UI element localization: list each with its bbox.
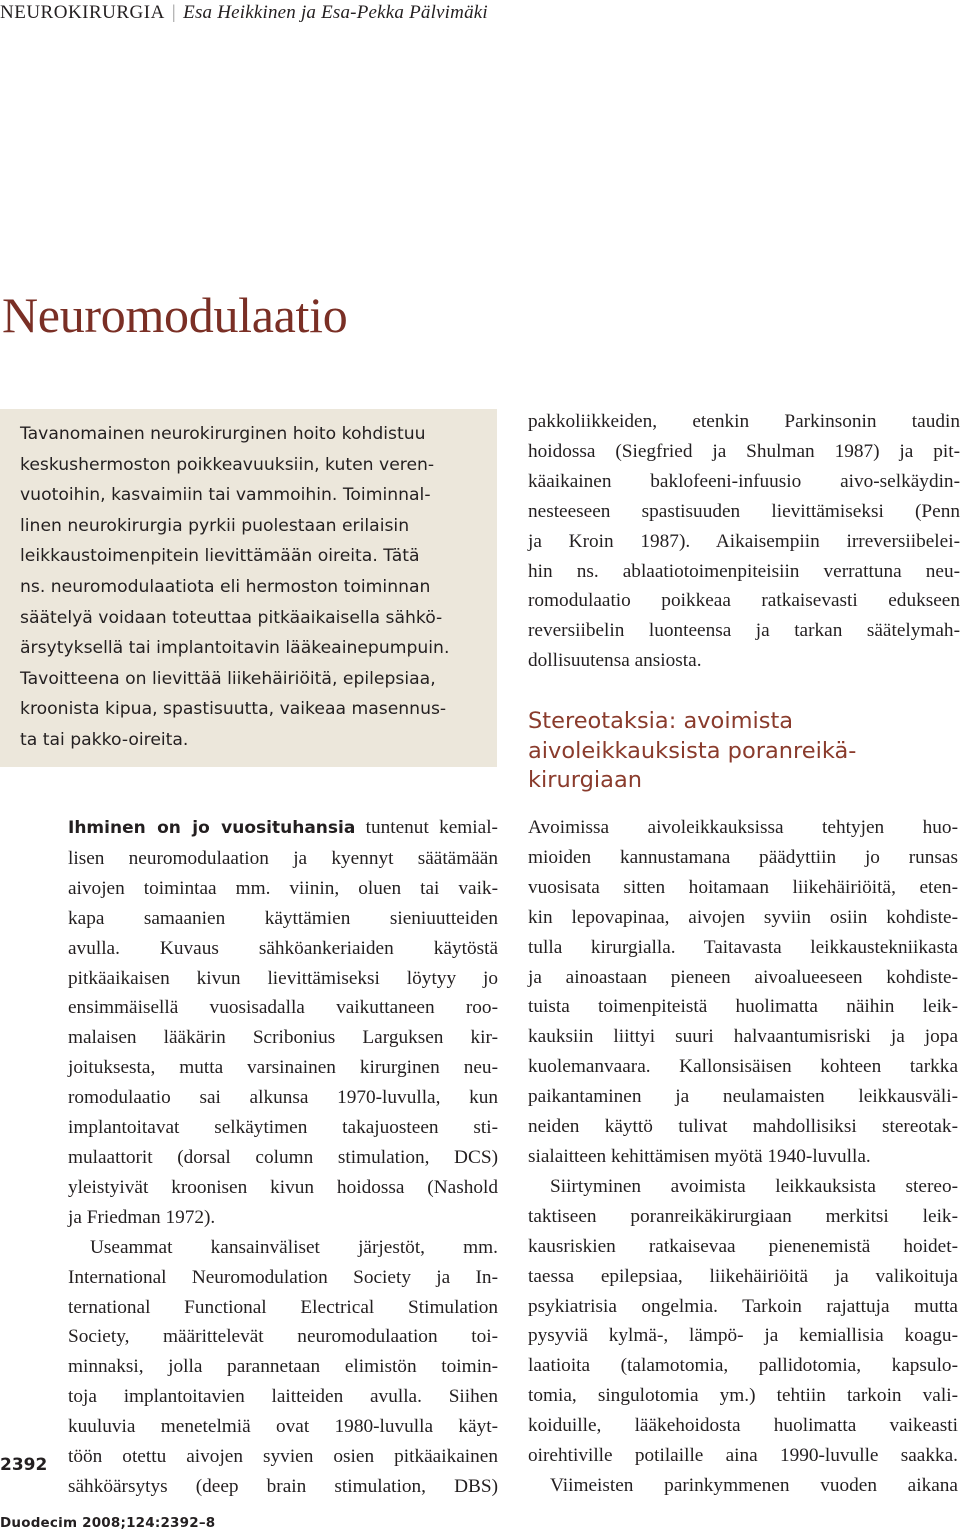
body-line: romodulaatio sai alkunsa 1970-luvulla, kun <box>68 1087 498 1109</box>
body-line: neiden käyttö tulivat mahdollisiksi stereotak- <box>528 1116 958 1138</box>
body-line: sähköärsytys (deep brain stimulation, DBS) <box>68 1475 498 1497</box>
body-line: mioiden kannustamana päädyttiin jo runsas <box>528 846 958 868</box>
body-line: dollisuutensa ansiosta. <box>528 650 702 672</box>
body-line: Society, määrittelevät neuromodulaation toi- <box>68 1326 498 1348</box>
body-line: yleistyivät kroonisen kivun hoidossa (Nashold <box>68 1176 498 1198</box>
body-line: pakkoliikkeiden, etenkin Parkinsonin taudin <box>528 411 960 432</box>
body-line: avulla. Kuvaus sähköankeriaiden käytöstä <box>68 937 498 959</box>
body-line: kauksiin liittyi suuri halvaantumisriski ja jopa <box>528 1026 958 1048</box>
abstract-line: leikkaustoimenpitein lievittämään oireita. Tätä <box>20 546 420 567</box>
body-line: pysyviä kylmä-, lämpö- ja kemiallisia koagu- <box>528 1325 958 1347</box>
abstract-line: keskushermoston poikkeavuuksiin, kuten veren- <box>20 454 435 475</box>
authors: Esa Heikkinen ja Esa-Pekka Pälvimäki <box>183 2 488 23</box>
lead-in: Ihminen on jo vuosituhansia <box>68 818 356 838</box>
abstract-line: linen neurokirurgia pyrkii puolestaan erilaisin <box>20 515 410 536</box>
body-line: ja Kroin 1987). Aikaisempiin irreversiibelei- <box>528 530 960 552</box>
body-line: minnaksi, jolla parannetaan elimistön toimin- <box>68 1356 498 1378</box>
body-line: mulaattorit (dorsal column stimulation, DCS) <box>68 1146 498 1168</box>
body-line: hin ns. ablaatiotoimenpiteisiin verrattuna neu- <box>528 560 960 582</box>
running-head <box>0 2 488 24</box>
body-line: paikantaminen ja neulamaisten leikkausväli- <box>528 1086 958 1108</box>
body-line: kin lepovapinaa, aivojen syviin osiin kohdiste- <box>528 906 958 928</box>
body-column-right-top <box>528 407 960 676</box>
abstract-text <box>20 419 492 756</box>
body-line: Viimeisten parinkymmenen vuoden aikana <box>550 1474 958 1496</box>
body-line: psykiatrisia ongelmia. Tarkoin rajattuja mutta <box>528 1295 958 1317</box>
body-line: taessa epilepsiaa, liikehäiriöitä ja valikoituja <box>528 1265 958 1287</box>
section-subheading <box>528 707 856 796</box>
body-line: ja Friedman 1972). <box>68 1206 216 1228</box>
body-line: koiduille, lääkehoidosta huolimatta vaikeasti <box>528 1415 958 1437</box>
subheading-line: aivoleikkauksista poranreikä- <box>528 737 857 764</box>
body-line: kausriskien ratkaisevaa pienenemistä hoidet- <box>528 1235 958 1257</box>
abstract-line: Tavanomainen neurokirurginen hoito kohdistuu <box>20 424 426 444</box>
body-line: malaisen lääkärin Scribonius Larguksen kir- <box>68 1027 498 1049</box>
body-line: tomia, singulotomia ym.) tehtiin tarkoin vali- <box>528 1385 958 1407</box>
body-line: laatioita (talamotomia, pallidotomia, kapsulo- <box>528 1355 958 1377</box>
body-line: ensimmäisellä vuosisadalla vaikuttaneen roo- <box>68 997 498 1019</box>
abstract-line: ns. neuromodulaatiota eli hermoston toiminnan <box>20 576 431 597</box>
subheading-line: kirurgiaan <box>528 767 643 793</box>
subheading-line: Stereotaksia: avoimista <box>528 708 794 734</box>
header-separator: | <box>171 2 177 23</box>
body-line: taktiseen poranreikäkirurgiaan merkitsi leik- <box>528 1205 958 1227</box>
body-line: toja implantoitavien laitteiden avulla. Siihen <box>68 1386 498 1408</box>
body-line: töön otettu aivojen syvien osien pitkäaikainen <box>68 1446 498 1468</box>
body-line: Useammat kansainväliset järjestöt, mm. <box>90 1236 498 1258</box>
body-line: implantoitavat selkäytimen takajuosteen sti- <box>68 1117 498 1139</box>
body-line: vuosisata sitten hoitamaan liikehäiriöitä, eten- <box>528 876 958 898</box>
body-line: reversiibelin luonteensa ja tarkan säätelymah- <box>528 620 960 642</box>
body-line: ternational Functional Electrical Stimulation <box>68 1296 498 1318</box>
article-title: Neuromodulaatio <box>2 287 348 343</box>
abstract-line: Tavoitteena on lievittää liikehäiriöitä, epilepsiaa, <box>20 668 436 689</box>
journal-citation: Duodecim 2008;124:2392–8 <box>0 1515 216 1531</box>
section-label: NEUROKIRURGIA <box>0 2 165 23</box>
body-column-left <box>68 813 498 1502</box>
body-line: Siirtyminen avoimista leikkauksista stereo- <box>550 1175 958 1197</box>
body-line: kapa samaanien käyttämien sieniuutteiden <box>68 907 498 929</box>
body-column-right-bottom <box>528 813 958 1501</box>
abstract-line: vuotoihin, kasvaimiin tai vammoihin. Toiminnal- <box>20 485 431 506</box>
body-line: Avoimissa aivoleikkauksissa tehtyjen huo- <box>528 817 958 838</box>
body-line: romodulaatio poikkeaa ratkaisevasti edukseen <box>528 590 960 612</box>
body-line: kuolemanvaara. Kallonsisäisen kohteen tarkka <box>528 1056 958 1078</box>
body-line: sialaitteen kehittämisen myötä 1940-luvulla. <box>528 1145 871 1167</box>
body-line: oirehtiville potilaille aina 1990-luvulle saakka. <box>528 1445 958 1467</box>
body-line: Ihminen on jo vuosituhansia tuntenut kemial- <box>68 817 498 838</box>
page-number: 2392 <box>0 1455 48 1475</box>
abstract-line: säätelyä voidaan toteuttaa pitkäaikaisella sähkö- <box>20 607 443 628</box>
body-line: International Neuromodulation Society ja In- <box>68 1266 498 1288</box>
body-line: käaikainen baklofeeni-infuusio aivo-selkäydin- <box>528 470 960 492</box>
abstract-line: kroonista kipua, spastisuutta, vaikeaa masennus- <box>20 699 447 720</box>
abstract-line: ta tai pakko-oireita. <box>20 729 189 750</box>
body-line: aivojen toimintaa mm. viinin, oluen tai vaik- <box>68 877 498 899</box>
abstract-line: ärsytyksellä tai implantoitavin lääkeainepumpuin. <box>20 638 450 659</box>
body-line: kuuluvia menetelmiä ovat 1980-luvulla käyt- <box>68 1416 498 1438</box>
body-line: lisen neuromodulaation ja kyennyt säätämään <box>68 847 498 869</box>
body-line: tuista toimenpiteistä huolimatta näihin leik- <box>528 996 958 1018</box>
body-line: tulla kirurgialla. Taitavasta leikkaustekniikasta <box>528 936 958 958</box>
body-line: ja ainoastaan pieneen aivoalueeseen kohdiste- <box>528 966 958 988</box>
body-line: pitkäaikaisen kivun lievittämiseksi löytyy jo <box>68 967 498 989</box>
body-line: hoidossa (Siegfried ja Shulman 1987) ja pit- <box>528 440 960 462</box>
body-line: nesteeseen spastisuuden lievittämiseksi (Penn <box>528 500 960 522</box>
body-line: joituksesta, mutta varsinainen kirurginen neu- <box>68 1057 498 1079</box>
